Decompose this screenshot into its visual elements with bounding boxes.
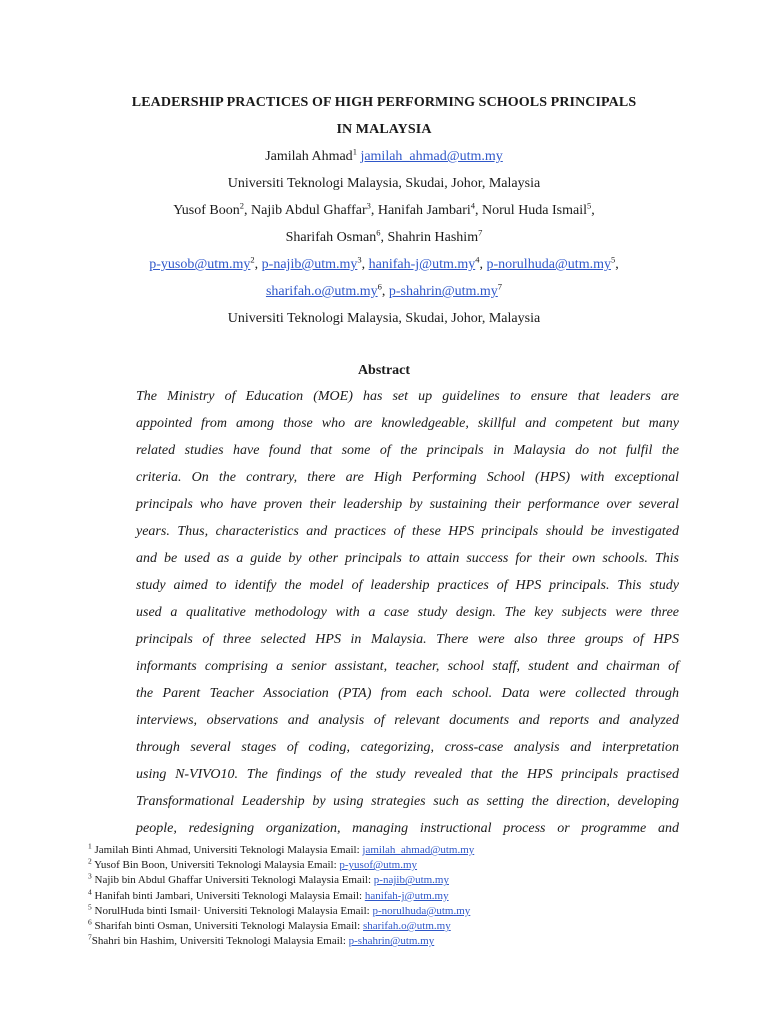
affiliation-2: Universiti Teknologi Malaysia, Skudai, Johor, Malaysia (227, 311, 541, 326)
footnote-sup: 2 (88, 856, 92, 866)
footnote-6 (88, 919, 648, 934)
abstract-line: study aimed to identify the model of leadership practices of HPS principals. This study (136, 578, 679, 593)
email-sup: 4 (475, 254, 480, 265)
coauthors-line2: Sharifah Osman$^6$, Shahrin Hashim$^7$ (285, 227, 483, 245)
coauthor-sup: 6 (376, 227, 381, 238)
coauthor-sup: 5 (587, 200, 592, 211)
footnote-sup: 1 (88, 841, 92, 851)
emails-line1: $p-yusob@utm.my^2$, $p-najib@utm.my^3$, hanifah-$j@utm.my^4$, $p-norulhuda@utm.my^5$, (149, 254, 619, 272)
abstract-heading: Abstract (357, 363, 411, 378)
footnote-email-link[interactable]: p-najib@utm.my (373, 874, 449, 887)
abstract-line: years. Thus, characteristics and practices of these HPS principals should be investigated (136, 524, 679, 539)
coauthor-sup: 2 (239, 200, 244, 211)
footnote-3 (88, 873, 648, 888)
footnote-email-link[interactable]: p-shahrin@utm.my (348, 935, 435, 948)
email-link[interactable]: sharifah.o@utm.my (265, 284, 378, 299)
abstract-line: informants comprising a senior assistant, teacher, school staff, student and chairman of (136, 659, 679, 674)
coauthor-name: Shahrin Hashim (387, 230, 479, 245)
email-sup: 2 (250, 254, 255, 265)
footnote-text: Najib bin Abdul Ghaffar Universiti Teknologi Malaysia Email: (91, 874, 374, 887)
footnote-text: Yusof Bin Boon, Universiti Teknologi Malaysia Email: (91, 859, 340, 872)
footnote-sup: 5 (88, 902, 92, 912)
footnote-2 (88, 858, 648, 873)
footnote-text: Hanifah binti Jambari, Universiti Teknologi Malaysia Email: (91, 889, 365, 902)
coauthor-name: Najib Abdul Ghaffar (251, 203, 367, 218)
abstract-line: principals who have proven their leadership by sustaining their performance over several (136, 497, 679, 512)
author1-sup: 1 (352, 146, 357, 157)
footnote-text: Jamilah Binti Ahmad, Universiti Teknologi Malaysia Email: (91, 844, 363, 856)
abstract-line: people, redesigning organization, managing instructional process or programme and (136, 821, 679, 836)
footnote-text: Shahri bin Hashim, Universiti Teknologi Malaysia Email: (91, 935, 349, 948)
email-link[interactable]: p-najib@utm.my (261, 257, 358, 272)
coauthor-sup: 7 (478, 227, 483, 238)
abstract-line: interviews, observations and analysis of relevant documents and reports and analyzed (136, 713, 679, 728)
email-link[interactable]: p-shahrin@utm.my (388, 284, 498, 299)
footnote-email-link[interactable]: p-norulhuda@utm.my (372, 904, 471, 917)
abstract-body (136, 383, 679, 842)
email-link[interactable]: p-yusob@utm.my (149, 257, 251, 272)
author-line (0, 148, 768, 166)
footnote-email-link[interactable]: sharifah.o@utm.my (363, 920, 451, 933)
paper-title-line2: IN MALAYSIA (336, 122, 432, 137)
abstract-line: appointed from among those who are knowledgeable, skillful and competent but many (136, 416, 679, 431)
abstract-line: the Parent Teacher Association (PTA) from each school. Data were collected through (136, 686, 679, 701)
coauthor-name: Hanifah Jambari (377, 203, 471, 218)
footnote-sup: 7 (88, 932, 92, 942)
author1-name: Jamilah Ahmad (265, 149, 353, 164)
footnote-7 (88, 934, 648, 949)
abstract-line: using N-VIVO10. The findings of the study revealed that the HPS principals practised (136, 767, 679, 782)
abstract-line: Transformational Leadership by using strategies such as setting the direction, developing (136, 794, 679, 809)
abstract-line: related studies have found that some of the principals in Malaysia do not fulfil the (136, 443, 679, 458)
footnote-sup: 4 (88, 886, 92, 896)
footnote-text: Sharifah binti Osman, Universiti Teknologi Malaysia Email: (91, 920, 363, 933)
coauthor-name: Norul Huda Ismail (482, 203, 588, 218)
footnote-1 (88, 843, 648, 858)
abstract-line: principals of three selected HPS in Malaysia. There were also three groups of HPS (136, 632, 679, 647)
abstract-line: The Ministry of Education (MOE) has set up guidelines to ensure that leaders are (136, 389, 679, 404)
email-link[interactable]: p-norulhuda@utm.my (486, 257, 611, 272)
abstract-line: through several stages of coding, categorizing, cross-case analysis and interpretation (136, 740, 679, 755)
email-sup: 6 (377, 281, 382, 292)
author1-email-link[interactable]: jamilah_ahmad@utm.my (360, 149, 503, 164)
footnote-email-link[interactable]: hanifah-j@utm.my (364, 889, 449, 902)
coauthor-name: Yusof Boon (173, 203, 240, 218)
affiliation-1: Universiti Teknologi Malaysia, Skudai, Johor, Malaysia (227, 176, 541, 191)
coauthors-line1: Yusof Boon$^2$, Najib Abdul Ghaffar$^3$, Hanifah Jambari$^4$, Norul Huda Ismail$^5$, (173, 200, 595, 218)
footnote-sup: 6 (88, 917, 92, 927)
footnote-4 (88, 886, 648, 904)
footnote-text: NorulHuda binti Ismail· Universiti Teknologi Malaysia Email: (91, 904, 373, 917)
abstract-line: used a qualitative methodology with a case study design. The key subjects were three (136, 605, 679, 620)
abstract-line: criteria. On the contrary, there are High Performing School (HPS) with exceptional (136, 470, 679, 485)
email-link[interactable]: hanifah-j@utm.my (368, 257, 476, 272)
coauthor-name: Sharifah Osman (285, 230, 377, 245)
coauthor-sup: 3 (366, 200, 371, 211)
footnote-email-link[interactable]: p-yusof@utm.my (339, 859, 418, 872)
email-sup: 7 (497, 281, 503, 292)
footnote-sup: 3 (88, 871, 92, 881)
paper-title-line1: LEADERSHIP PRACTICES OF HIGH PERFORMING SCHOOLS PRINCIPALS (131, 95, 637, 110)
abstract-line: and be used as a guide by other principals to attain success for their own schools. This (136, 551, 679, 566)
footnotes (88, 843, 648, 949)
email-sup: 5 (610, 254, 616, 265)
coauthor-sup: 4 (470, 200, 476, 211)
footnote-5 (88, 904, 648, 919)
emails-line2: $sharifah.o@utm.my^6$, $p-shahrin@utm.my^7$ (265, 281, 503, 299)
email-sup: 3 (357, 254, 362, 265)
footnote-email-link[interactable]: jamilah_ahmad@utm.my (362, 844, 475, 856)
